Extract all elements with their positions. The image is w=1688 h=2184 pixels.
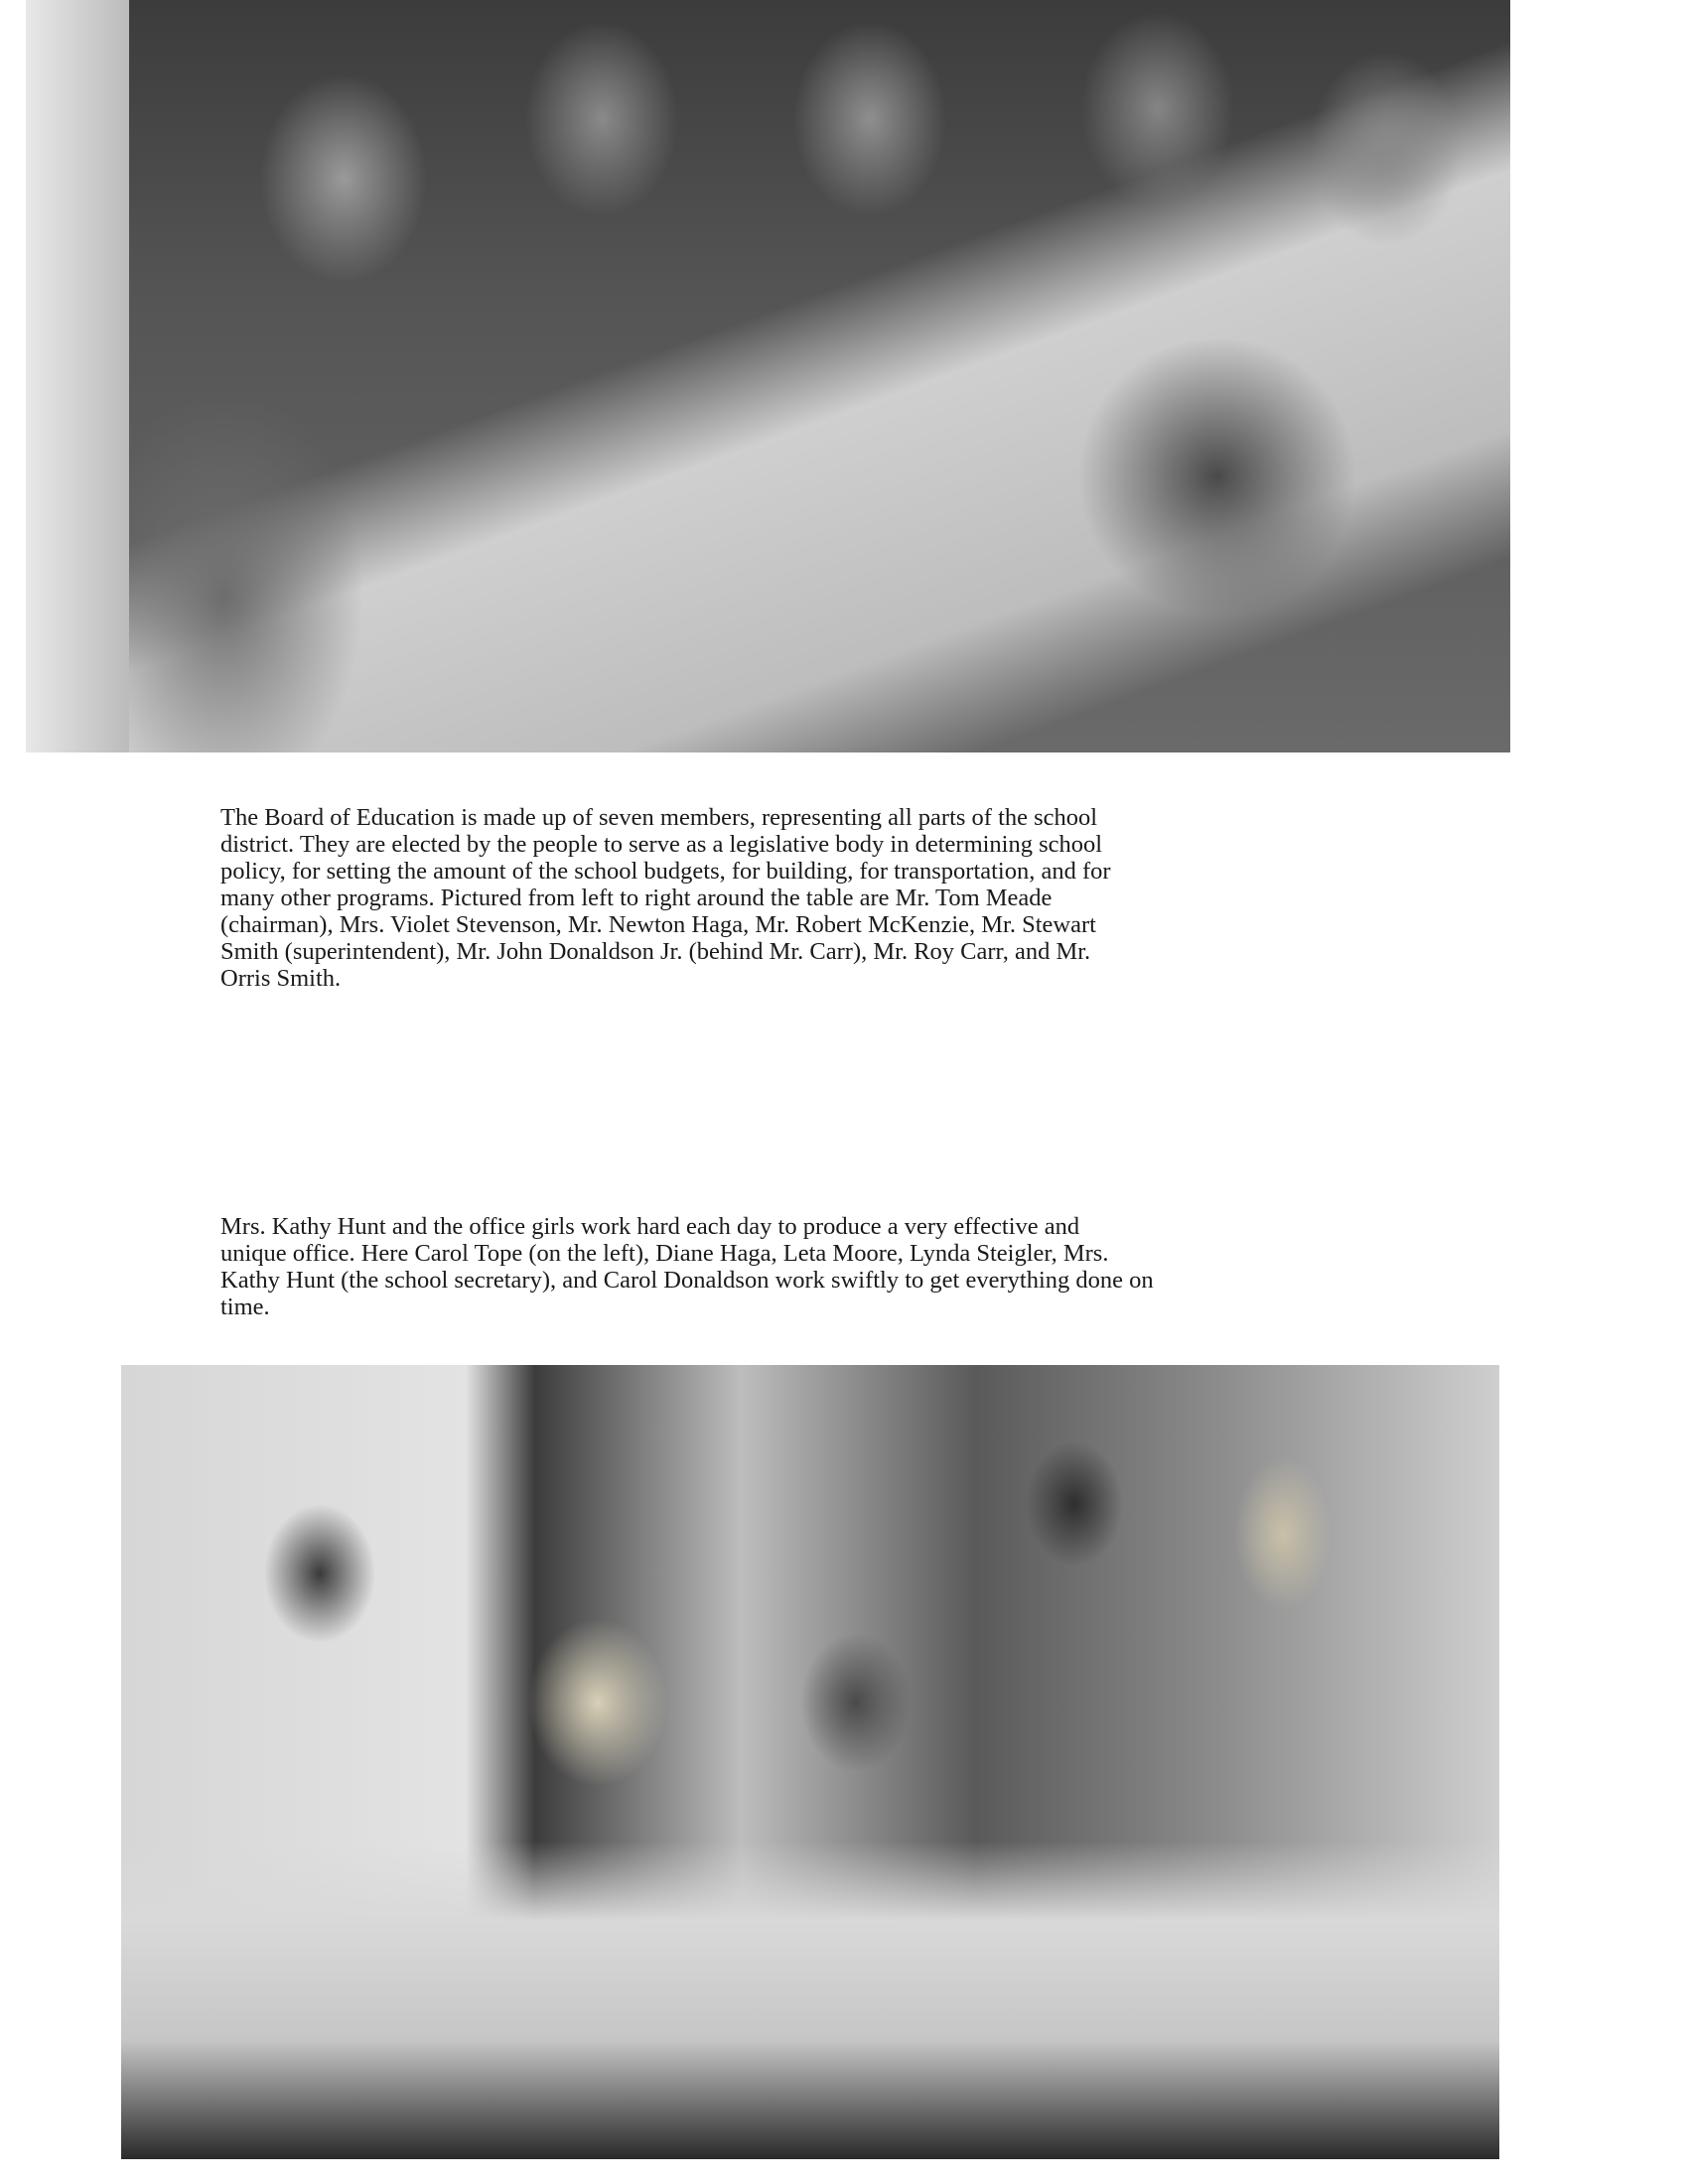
caption-line: district. They are elected by the people to serve as a legislative body in determining school	[220, 831, 1103, 858]
office-staff-photo	[121, 1365, 1499, 2159]
caption-line: policy, for setting the amount of the school budgets, for building, for transportation, and for	[220, 858, 1111, 885]
board-of-education-photo	[26, 0, 1510, 752]
caption-line: Smith (superintendent), Mr. John Donaldson Jr. (behind Mr. Carr), Mr. Roy Carr, and Mr.	[220, 938, 1091, 965]
board-caption	[220, 804, 1412, 992]
caption-line: The Board of Education is made up of seven members, representing all parts of the school	[220, 804, 1098, 831]
caption-line: (chairman), Mrs. Violet Stevenson, Mr. Newton Haga, Mr. Robert McKenzie, Mr. Stewart	[220, 911, 1096, 938]
caption-line: Orris Smith.	[220, 965, 342, 992]
caption-line: Mrs. Kathy Hunt and the office girls work hard each day to produce a very effective and	[220, 1213, 1080, 1240]
office-caption	[220, 1213, 1412, 1320]
caption-line: unique office. Here Carol Tope (on the left), Diane Haga, Leta Moore, Lynda Steigler, Mrs.	[220, 1240, 1109, 1267]
caption-line: many other programs. Pictured from left to right around the table are Mr. Tom Meade	[220, 885, 1053, 911]
photo-margin	[26, 0, 129, 752]
caption-line: Kathy Hunt (the school secretary), and Carol Donaldson work swiftly to get everything done on	[220, 1267, 1154, 1294]
caption-line: time.	[220, 1294, 270, 1320]
